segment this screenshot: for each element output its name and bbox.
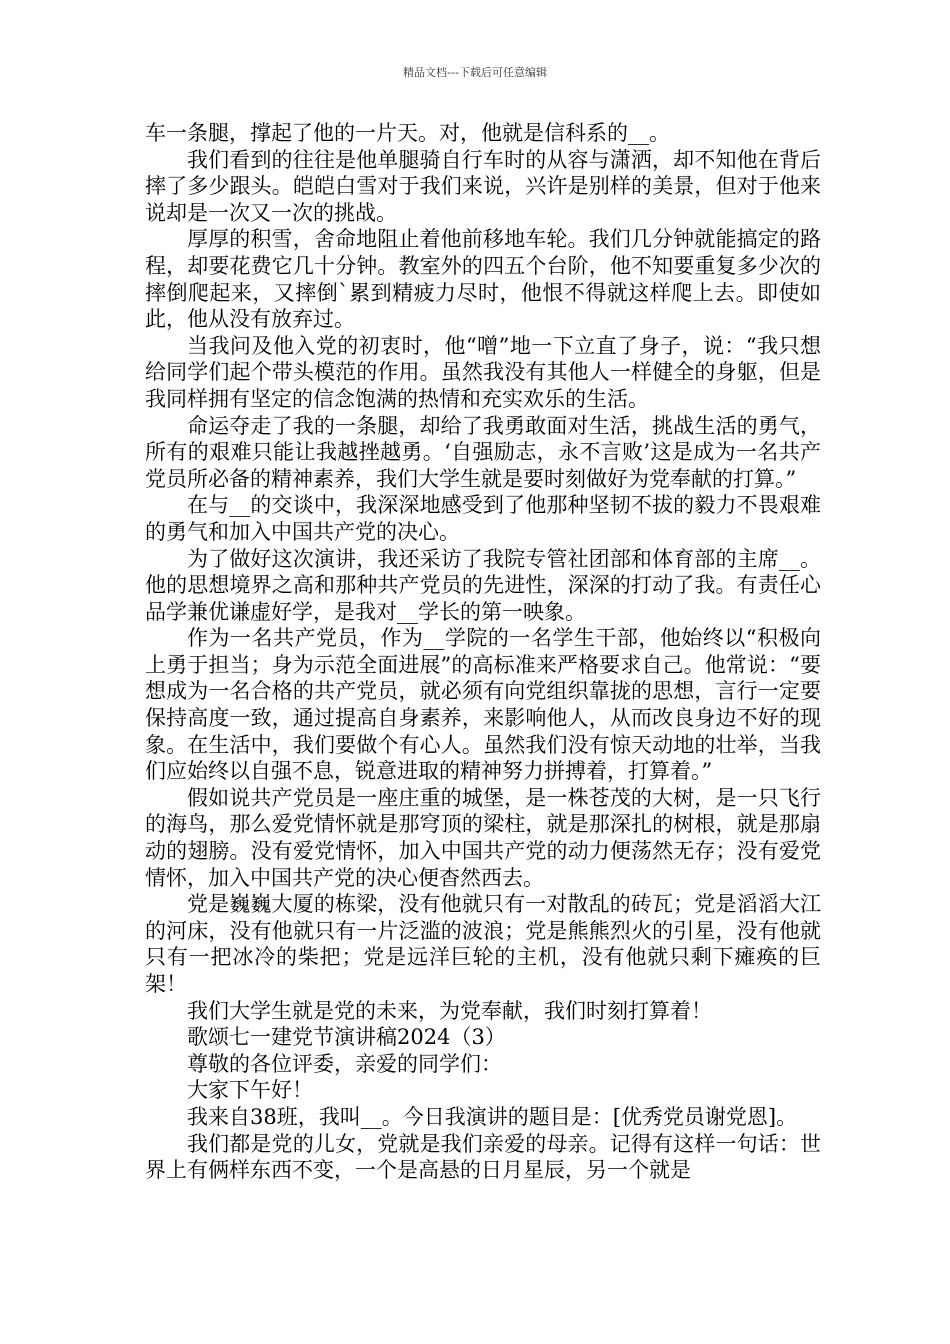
page-header: 精品文档---下载后可任意编辑 [403,66,547,79]
paragraph: 我们看到的往往是他单腿骑自行车时的从容与潇洒，却不知他在背后摔了多少跟头。皑皑白雪对于我们来说，兴许是别样的美景，但对于他来说却是一次又一次的挑战。 [145,147,821,225]
paragraph: 车一条腿，撑起了他的一片天。对，他就是信科系的__。 [145,121,670,145]
section-title: 歌颂七一建党节演讲稿2024（3） [187,1025,506,1050]
paragraph: 在与__的交谈中，我深深地感受到了他那种坚韧不拔的毅力不畏艰难的勇气和加入中国共产党的决心。 [145,493,821,544]
paragraph: 假如说共产党员是一座庄重的城堡，是一株苍茂的大树，是一只飞行的海鸟，那么爱党情怀就是那穹顶的梁柱，就是那深扎的树根，就是那扇动的翅膀。没有爱党情怀，加入中国共产党的动力便荡然无存；没有爱党情怀，加入中国共产党的决心便杳然西去。 [145,785,821,890]
paragraph: 当我问及他入党的初衷时，他“噌”地一下立直了身子，说：“我只想给同学们起个带头模范的作用。虽然我没有其他人一样健全的身躯，但是我同样拥有坚定的信念饱满的热情和充实欢乐的生活。 [145,333,821,411]
paragraph: 为了做好这次演讲，我还采访了我院专管社团部和体育部的主席__。他的思想境界之高和那种共产党员的先进性，深深的打动了我。有责任心品学兼优谦虚好学，是我对__学长的第一映象。 [145,546,821,624]
paragraph: 我来自38班，我叫__。今日我演讲的题目是：[优秀党员谢党恩]。 [187,1104,798,1129]
paragraph: 我们都是党的儿女，党就是我们亲爱的母亲。记得有这样一句话：世界上有俩样东西不变，一个是高悬的日月星辰，另一个就是 [145,1131,821,1183]
paragraph: 厚厚的积雪，舍命地阻止着他前移地车轮。我们几分钟就能搞定的路程，却要花费它几十分钟。教室外的四五个台阶，他不知要重复多少次的摔倒爬起来，又摔倒`累到精疲力尽时，他恨不得就这样爬上去。即使如此，他从没有放弃过。 [145,227,821,332]
paragraph: 作为一名共产党员，作为__学院的一名学生干部，他始终以“积极向上勇于担当；身为示范全面进展”的高标准来严格要求自己。他常说：“要想成为一名合格的共产党员，就必须有向党组织靠拢的思想，言行一定要保持高度一致，通过提高自身素养，来影响他人，从而改良身边不好的现象。在生活中，我们要做个有心人。虽然我们没有惊天动地的壮举，当我们应始终以自强不息，锐意进取的精神努力拼搏着，打算着。” [145,626,821,784]
paragraph: 我们大学生就是党的未来，为党奉献，我们时刻打算着！ [187,998,712,1023]
greeting: 大家下午好！ [187,1078,313,1103]
document-body [145,120,821,1184]
paragraph: 党是巍巍大厦的栋梁，没有他就只有一对散乱的砖瓦；党是滔滔大江的河床，没有他就只有一片泛滥的波浪；党是熊熊烈火的引星，没有他就只有一把冰冷的柴把；党是远洋巨轮的主机，没有他就只剩下瘫痪的巨架！ [145,892,821,996]
salutation: 尊敬的各位评委，亲爱的同学们： [187,1051,502,1076]
paragraph: 命运夺走了我的一条腿，却给了我勇敢面对生活，挑战生活的勇气，所有的艰难只能让我越挫越勇。‘自强励志，永不言败’这是成为一名共产党员所必备的精神素养，我们大学生就是要时刻做好为党奉献的打算。” [145,413,821,491]
